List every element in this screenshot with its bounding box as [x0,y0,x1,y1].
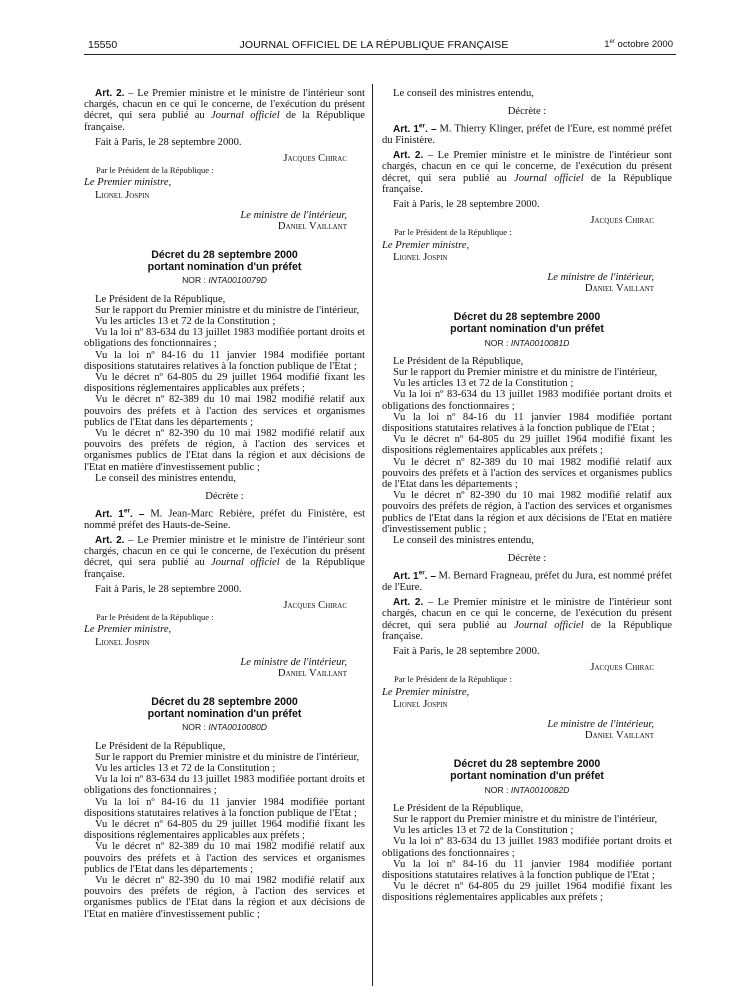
decree-title: Décret du 28 septembre 2000 portant nomination d'un préfet [450,758,604,782]
nor-reference: NOR : INTA0010082D [484,784,570,795]
premier-ministre: Le Premier ministre, [382,239,470,251]
article-2: Art. 2. – Le Premier ministre et le ministre de l'intérieur sont chargés, chacun en ce qui le concerne, de l'exécution du présent décret, qui sera publié au Journal officiel de la République française. [84,535,365,580]
par-le-president: Par le Président de la République : [96,612,214,623]
vu-decret-82-390: Vu le décret nº 82-390 du 10 mai 1982 modifié relatif aux pouvoirs des préfets de région, à l'action des services et organismes publics de l'Etat dans la région et aux décisions de l'Etat en matière d'investissement public ; [84,428,365,473]
premier-ministre-name: Lionel Jospin [393,698,448,710]
premier-ministre: Le Premier ministre, [84,624,172,636]
right-column [382,88,672,904]
journal-title: JOURNAL OFFICIEL DE LA RÉPUBLIQUE FRANÇAISE [239,39,509,51]
premier-ministre-name: Lionel Jospin [95,636,150,648]
article-1: Art. 1er. – M. Bernard Fragneau, préfet du Jura, est nommé préfet de l'Eure. [382,569,672,593]
vu-decret-64-805: Vu le décret nº 64-805 du 29 juillet 1964 modifié fixant les dispositions réglementaires applicables aux préfets ; [84,819,365,842]
vu-loi-84-16: Vu la loi nº 84-16 du 11 janvier 1984 modifiée portant dispositions statutaires relatives à la fonction publique de l'Etat ; [84,796,365,819]
article-2: Art. 2. – Le Premier ministre et le ministre de l'intérieur sont chargés, chacun en ce qui le concerne, de l'exécution du présent décret, qui sera publié au Journal officiel de la République française. [382,597,672,642]
fait-a-paris: Fait à Paris, le 28 septembre 2000. [95,583,242,595]
decree-president: Le Président de la République, [95,293,226,305]
premier-ministre-name: Lionel Jospin [393,251,448,263]
conseil-entendu: Le conseil des ministres entendu, [393,88,534,99]
page-header [0,37,748,55]
ministre-interieur: Le ministre de l'intérieur, [240,656,347,668]
article-2: Art. 2. – Le Premier ministre et le ministre de l'intérieur sont chargés, chacun en ce qui le concerne, de l'exécution du présent décret, qui sera publié au Journal officiel de la République française. [84,88,365,133]
vu-decret-82-389: Vu le décret nº 82-389 du 10 mai 1982 modifié relatif aux pouvoirs des préfets et à l'action des services et organismes publics de l'Etat dans les départements ; [382,456,672,490]
decree-rapport: Sur le rapport du Premier ministre et du ministre de l'intérieur, [95,751,360,763]
vu-loi-83-634: Vu la loi nº 83-634 du 13 juillet 1983 modifiée portant droits et obligations des fonctionnaires ; [84,774,365,797]
decrete: Décrète : [507,106,547,118]
article-1: Art. 1er. – M. Thierry Klinger, préfet de l'Eure, est nommé préfet du Finistère. [382,122,672,146]
signer-president: Jacques Chirac [283,600,347,612]
premier-ministre: Le Premier ministre, [382,686,470,698]
vu-constitution: Vu les articles 13 et 72 de la Constitution ; [95,763,276,775]
article-1: Art. 1er. – M. Jean-Marc Rebière, préfet du Finistère, est nommé préfet des Hauts-de-Seine. [84,507,366,531]
ministre-interieur: Le ministre de l'intérieur, [547,271,654,283]
vu-loi-84-16: Vu la loi nº 84-16 du 11 janvier 1984 modifiée portant dispositions statutaires relatives à la fonction publique de l'Etat ; [382,858,672,881]
article-2: Art. 2. – Le Premier ministre et le ministre de l'intérieur sont chargés, chacun en ce qui le concerne, de l'exécution du présent décret, qui sera publié au Journal officiel de la République française. [382,150,672,195]
vu-constitution: Vu les articles 13 et 72 de la Constitution ; [393,825,574,837]
decree-title: Décret du 28 septembre 2000 portant nomination d'un préfet [450,311,604,335]
decree-rapport: Sur le rapport du Premier ministre et du ministre de l'intérieur, [393,813,658,825]
vu-loi-83-634: Vu la loi nº 83-634 du 13 juillet 1983 modifiée portant droits et obligations des fonctionnaires ; [84,327,365,350]
column-divider [372,84,373,986]
vu-decret-82-389: Vu le décret nº 82-389 du 10 mai 1982 modifié relatif aux pouvoirs des préfets et à l'action des services et organismes publics de l'Etat dans les départements ; [84,841,365,875]
vu-loi-84-16: Vu la loi nº 84-16 du 11 janvier 1984 modifiée portant dispositions statutaires relatives à la fonction publique de l'Etat ; [382,411,672,434]
decrete: Décrète : [205,491,244,503]
vu-decret-82-390: Vu le décret nº 82-390 du 10 mai 1982 modifié relatif aux pouvoirs des préfets de région, à l'action des services et organismes publics de l'Etat dans la région et aux décisions de l'Etat en matière d'investissement public ; [382,490,672,535]
vu-constitution: Vu les articles 13 et 72 de la Constitution ; [393,378,574,390]
nor-reference: NOR : INTA0010080D [182,722,267,733]
fait-a-paris: Fait à Paris, le 28 septembre 2000. [393,645,540,657]
ministre-interieur-name: Daniel Vaillant [584,283,654,295]
ministre-interieur-name: Daniel Vaillant [584,730,654,742]
decree-rapport: Sur le rapport du Premier ministre et du ministre de l'intérieur, [393,366,658,378]
signer-president: Jacques Chirac [283,153,347,165]
vu-loi-84-16: Vu la loi nº 84-16 du 11 janvier 1984 modifiée portant dispositions statutaires relatives à la fonction publique de l'Etat ; [84,349,365,372]
vu-decret-82-389: Vu le décret nº 82-389 du 10 mai 1982 modifié relatif aux pouvoirs des préfets et à l'action des services et organismes publics de l'Etat dans les départements ; [84,394,365,428]
decrete: Décrète : [507,553,547,565]
signer-president: Jacques Chirac [590,215,654,227]
premier-ministre-name: Lionel Jospin [95,189,150,201]
conseil-entendu: Le conseil des ministres entendu, [95,472,236,484]
decree-president: Le Président de la République, [393,802,524,814]
ministre-interieur-name: Daniel Vaillant [277,668,347,680]
decree-president: Le Président de la République, [393,355,524,367]
decree-title: Décret du 28 septembre 2000 portant nomination d'un préfet [147,696,302,720]
nor-reference: NOR : INTA0010079D [182,275,267,286]
ministre-interieur-name: Daniel Vaillant [277,221,347,233]
fait-a-paris: Fait à Paris, le 28 septembre 2000. [95,136,242,148]
decree-title: Décret du 28 septembre 2000 portant nomination d'un préfet [147,249,302,273]
nor-reference: NOR : INTA0010081D [484,337,570,348]
ministre-interieur: Le ministre de l'intérieur, [547,718,654,730]
vu-loi-83-634: Vu la loi nº 83-634 du 13 juillet 1983 modifiée portant droits et obligations des fonctionnaires ; [382,836,672,859]
decree-president: Le Président de la République, [95,740,226,752]
vu-constitution: Vu les articles 13 et 72 de la Constitution ; [95,316,276,328]
vu-decret-64-805: Vu le décret nº 64-805 du 29 juillet 1964 modifié fixant les dispositions réglementaires applicables aux préfets ; [382,434,672,457]
par-le-president: Par le Président de la République : [394,674,512,685]
signer-president: Jacques Chirac [590,662,654,674]
vu-decret-82-390: Vu le décret nº 82-390 du 10 mai 1982 modifié relatif aux pouvoirs des préfets de région, à l'action des services et organismes publics de l'Etat dans la région et aux décisions de l'Etat en matière d'investissement public ; [84,875,365,920]
left-column [84,88,365,920]
vu-decret-64-805: Vu le décret nº 64-805 du 29 juillet 1964 modifié fixant les dispositions réglementaires applicables aux préfets ; [84,372,365,395]
conseil-entendu: Le conseil des ministres entendu, [393,535,534,547]
vu-decret-64-805: Vu le décret nº 64-805 du 29 juillet 1964 modifié fixant les dispositions réglementaires applicables aux préfets ; [382,881,672,904]
fait-a-paris: Fait à Paris, le 28 septembre 2000. [393,198,540,210]
issue-date: 1er octobre 2000 [604,39,673,51]
premier-ministre: Le Premier ministre, [84,177,172,189]
header-rule [84,54,676,55]
par-le-president: Par le Président de la République : [394,227,512,238]
ministre-interieur: Le ministre de l'intérieur, [240,209,347,221]
page-number: 15550 [88,39,118,51]
vu-loi-83-634: Vu la loi nº 83-634 du 13 juillet 1983 modifiée portant droits et obligations des fonctionnaires ; [382,389,672,412]
par-le-president: Par le Président de la République : [96,165,214,176]
decree-rapport: Sur le rapport du Premier ministre et du ministre de l'intérieur, [95,304,360,316]
